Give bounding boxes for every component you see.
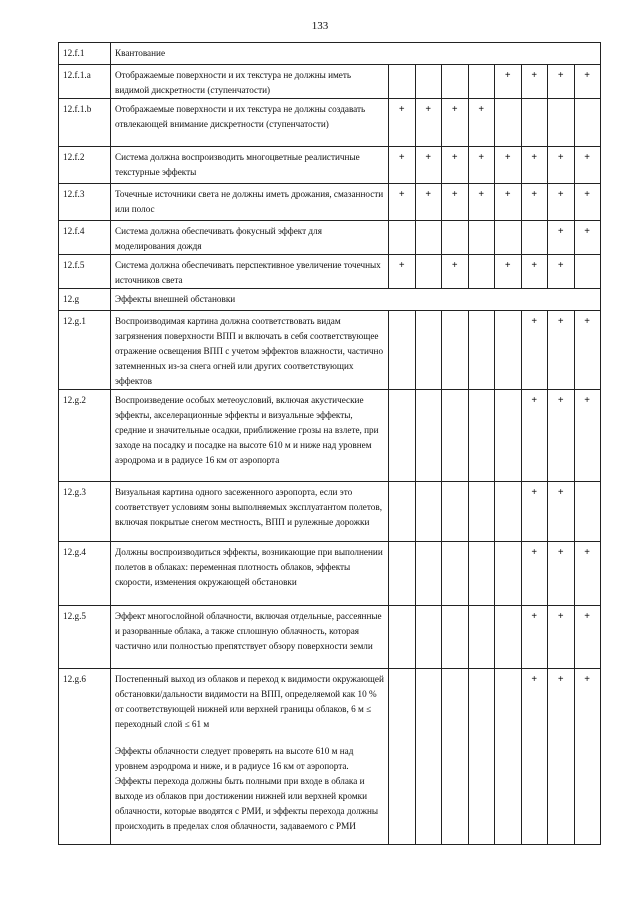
applicability-mark: + [574,221,600,255]
section-heading [111,43,601,65]
row-description [111,606,389,669]
applicability-mark [468,606,495,669]
row-code: 12.g.6 [59,669,111,845]
table-row [59,255,601,289]
table-row [59,99,601,147]
applicability-mark: + [574,147,600,184]
applicability-mark [468,65,495,99]
applicability-mark [468,669,495,845]
applicability-mark [442,542,469,606]
applicability-mark: + [495,65,522,99]
applicability-mark [389,482,416,542]
row-description [111,482,389,542]
applicability-mark: + [574,669,600,845]
description-paragraph: Эффекты облачности следует проверять на высоте 610 м над уровнем аэродрома и ниже, и в радиусе 16 км от аэропорта. Эффекты перехода должны быть полными при входе в облака и выходе из облаков при достижении нижней или верхней кромки облачности, которые вводятся с РМИ, и эффекты перехода должны происходить в пределах слоя облачности, задаваемого с РМИ [115,746,379,831]
table-row [59,147,601,184]
applicability-mark [415,311,442,390]
applicability-mark [468,255,495,289]
applicability-mark: + [548,65,575,99]
applicability-mark [468,482,495,542]
applicability-mark: + [415,184,442,221]
row-description [111,255,389,289]
applicability-mark: + [548,606,575,669]
applicability-mark [468,390,495,482]
applicability-mark: + [389,184,416,221]
table-row [59,221,601,255]
row-code: 12.g.1 [59,311,111,390]
row-description [111,542,389,606]
applicability-mark [415,669,442,845]
table-row [59,482,601,542]
applicability-mark: + [468,147,495,184]
applicability-mark [548,99,575,147]
applicability-mark: + [495,147,522,184]
applicability-mark [495,221,522,255]
applicability-mark: + [548,390,575,482]
applicability-mark: + [574,390,600,482]
applicability-mark: + [415,99,442,147]
applicability-mark: + [521,482,548,542]
description-paragraph: Отображаемые поверхности и их текстура не должны создавать отвлекающей внимание дискретности (ступенчатости) [115,104,366,129]
row-description [111,669,389,845]
table-row [59,184,601,221]
applicability-mark: + [495,184,522,221]
applicability-mark: + [415,147,442,184]
applicability-mark: + [521,147,548,184]
applicability-mark [442,482,469,542]
applicability-mark [442,669,469,845]
description-paragraph: Квантование [115,48,166,58]
applicability-mark: + [442,99,469,147]
row-code: 12.f.4 [59,221,111,255]
row-code: 12.g [59,289,111,311]
table-row [59,311,601,390]
table-row [59,606,601,669]
applicability-mark: + [468,99,495,147]
applicability-mark [415,255,442,289]
applicability-mark: + [548,147,575,184]
applicability-mark [389,542,416,606]
row-code: 12.f.1.a [59,65,111,99]
description-paragraph: Постепенный выход из облаков и переход к видимости окружающей обстановки/дальности видимости на ВПП, определяемой как 10 % от соответствующей нижней или верхней границы облаков, 6 м ≤ переходный слой ≤ 61 м [115,674,384,729]
applicability-mark: + [495,255,522,289]
row-code: 12.g.2 [59,390,111,482]
applicability-mark [389,311,416,390]
applicability-mark: + [521,606,548,669]
description-paragraph: Эффекты внешней обстановки [115,294,236,304]
row-description [111,65,389,99]
applicability-mark: + [574,542,600,606]
description-paragraph: Должны воспроизводиться эффекты, возникающие при выполнении полетов в облаках: переменная плотность облаков, эффекты скорости, изменения окружающей обстановки [115,547,383,587]
applicability-mark [495,669,522,845]
table-row [59,669,601,845]
applicability-mark [415,390,442,482]
row-code: 12.f.2 [59,147,111,184]
applicability-mark [521,99,548,147]
applicability-mark: + [548,221,575,255]
applicability-mark [389,221,416,255]
applicability-mark: + [521,184,548,221]
row-description [111,221,389,255]
applicability-mark: + [521,311,548,390]
applicability-mark [415,606,442,669]
page-number: 133 [311,20,329,32]
description-paragraph: Система должна обеспечивать перспективное увеличение точечных источников света [115,260,381,285]
applicability-mark [415,542,442,606]
applicability-mark [495,99,522,147]
table-row [59,65,601,99]
applicability-mark: + [389,255,416,289]
row-code: 12.f.3 [59,184,111,221]
applicability-mark [574,255,600,289]
table-row [59,390,601,482]
applicability-mark [495,482,522,542]
applicability-mark [468,542,495,606]
applicability-mark [521,221,548,255]
description-paragraph: Система должна воспроизводить многоцветные реалистичные текстурные эффекты [115,152,360,177]
applicability-mark [442,65,469,99]
row-description [111,99,389,147]
applicability-mark [468,311,495,390]
description-paragraph: Эффект многослойной облачности, включая отдельные, рассеянные и разорванные облака, а также сплошную облачность, которая частично или полностью препятствует обзору поверхности земли [115,611,382,651]
applicability-mark: + [521,542,548,606]
applicability-mark: + [389,147,416,184]
row-code: 12.g.4 [59,542,111,606]
row-code: 12.f.5 [59,255,111,289]
row-description [111,390,389,482]
applicability-mark: + [468,184,495,221]
applicability-mark [442,311,469,390]
description-paragraph: Визуальная картина одного засеженного аэропорта, если это соответствует условиям зоны выполняемых эксплуатантом полетов, включая покрытые снегом местность, ВПП и рулежные дорожки [115,487,382,527]
applicability-mark: + [389,99,416,147]
applicability-mark [442,606,469,669]
applicability-mark [495,606,522,669]
applicability-mark: + [548,669,575,845]
applicability-mark: + [548,255,575,289]
applicability-mark [415,482,442,542]
applicability-mark [574,99,600,147]
applicability-mark [495,390,522,482]
description-paragraph: Отображаемые поверхности и их текстура не должны иметь видимой дискретности (ступенчатости) [115,70,352,95]
row-description [111,311,389,390]
applicability-mark: + [548,184,575,221]
description-paragraph: Система должна обеспечивать фокусный эффект для моделирования дождя [115,226,322,251]
applicability-mark [574,482,600,542]
applicability-mark: + [442,255,469,289]
applicability-mark [389,669,416,845]
applicability-mark: + [521,65,548,99]
section-heading [111,289,601,311]
row-code: 12.g.5 [59,606,111,669]
applicability-mark: + [574,184,600,221]
requirements-table [58,42,601,845]
table-row [59,542,601,606]
row-code: 12.f.1.b [59,99,111,147]
applicability-mark [389,606,416,669]
applicability-mark: + [442,147,469,184]
applicability-mark: + [442,184,469,221]
applicability-mark: + [521,390,548,482]
applicability-mark [389,65,416,99]
applicability-mark: + [548,542,575,606]
applicability-mark [495,542,522,606]
applicability-mark [415,221,442,255]
description-paragraph: Воспроизведение особых метеоусловий, включая акустические эффекты, акселерационные эффекты и визуальные эффекты, средние и значительные осадки, приближение грозы на взлете, при заходе на посадку и посадке на высоте 610 м и ниже над уровнем аэродрома и в радиусе 16 км от аэропорта [115,395,379,465]
table-row [59,43,601,65]
table-row [59,289,601,311]
applicability-mark: + [521,669,548,845]
applicability-mark [442,390,469,482]
applicability-mark [495,311,522,390]
applicability-mark [468,221,495,255]
applicability-mark: + [574,606,600,669]
applicability-mark: + [574,65,600,99]
applicability-mark: + [574,311,600,390]
row-description [111,147,389,184]
row-code: 12.g.3 [59,482,111,542]
applicability-mark [442,221,469,255]
applicability-mark: + [548,482,575,542]
applicability-mark: + [548,311,575,390]
applicability-mark [415,65,442,99]
description-paragraph: Точечные источники света не должны иметь дрожания, смазанности или полос [115,189,384,214]
description-paragraph: Воспроизводимая картина должна соответствовать видам загрязнения поверхности ВПП и включать в себя соответствующее отражение освещения ВПП с учетом эффектов влажности, частично затемненных из-за снега огней или других соответствующих эффектов [115,316,384,386]
row-description [111,184,389,221]
applicability-mark: + [521,255,548,289]
applicability-mark [389,390,416,482]
row-code: 12.f.1 [59,43,111,65]
